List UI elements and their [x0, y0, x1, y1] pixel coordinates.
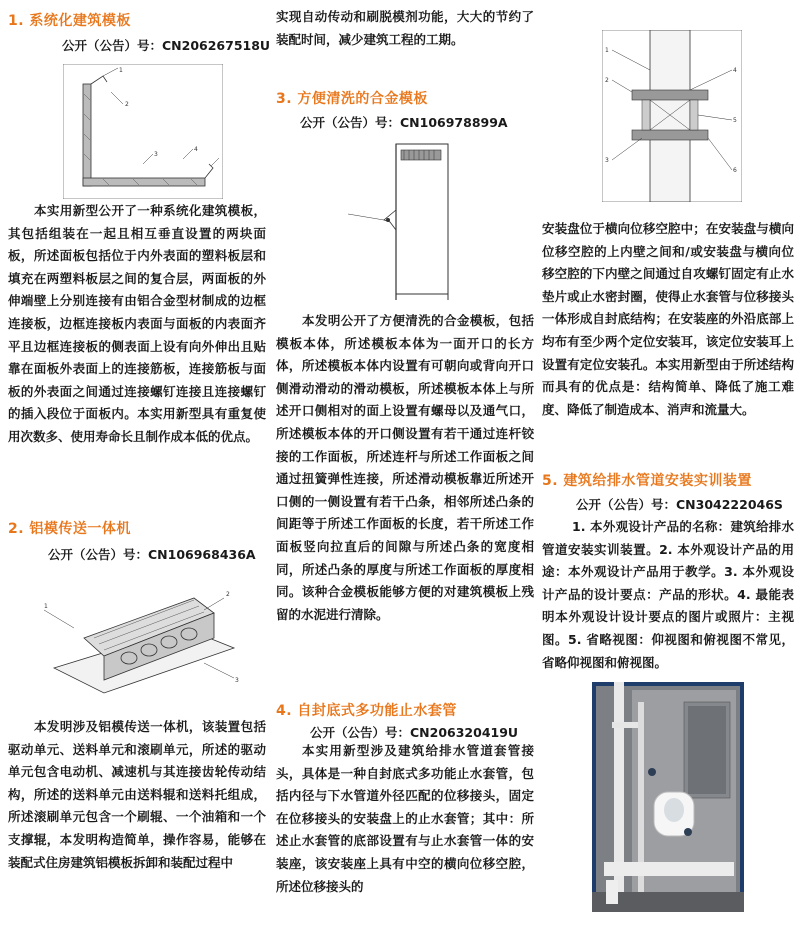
- article-4-body-part-1: 本实用新型涉及建筑给排水管道套管接头，具体是一种自封底式多功能止水套管，包括内径与下水管道外径匹配的位移接头，固定在位移接头的安装盘上的止水套管；其中：所述止水套管的底部设置有与止水套管一体的安装座，该安装座上具有中空的横向位移空腔，所述位移接头的: [276, 743, 534, 894]
- article-1-body: 本实用新型公开了一种系统化建筑模板，其包括组装在一起且相互垂直设置的两块面板，所述面板包括位于内外表面的塑料板层和填充在两塑料板层之间的复合层，两面板的外伸端壁上分别连接有由铝合金型材制成的边框连接板，边框连接板内表面与面板的内表面齐平且边框连接板的侧表面上设有向外伸出且贴靠在面板外表面上的连接筋板，连接筋板与面板的外表面之间通过连接螺钉连接且连接螺钉的插入段位于面板内。本实用新型具有重复使用次数多、使用寿命长且制作成本低的优点。: [8, 203, 266, 444]
- svg-text:2: 2: [605, 77, 609, 84]
- svg-text:1: 1: [44, 603, 48, 610]
- article-3-patent-number: 公开（公告）号：CN106978899A: [300, 115, 508, 130]
- svg-text:2: 2: [226, 591, 230, 598]
- article-4-figure: [602, 30, 742, 202]
- training-rig-photo: [592, 682, 744, 912]
- article-1-title: 1. 系统化建筑模板: [8, 13, 131, 29]
- svg-text:3: 3: [605, 157, 609, 164]
- article-2-figure: [44, 568, 244, 708]
- svg-text:5: 5: [733, 117, 737, 124]
- article-3-title: 3. 方便清洗的合金模板: [276, 91, 428, 107]
- article-1-figure: [63, 64, 223, 199]
- svg-text:3: 3: [154, 151, 158, 158]
- svg-text:2: 2: [125, 101, 129, 108]
- alloy-formwork-drawing: [346, 140, 458, 305]
- article-2-body-part-2: 实现自动传动和刷脱模剂功能，大大的节约了装配时间，减少建筑工程的工期。: [276, 9, 534, 47]
- svg-text:3: 3: [235, 677, 239, 684]
- article-2-title: 2. 铝模传送一体机: [8, 521, 131, 537]
- article-5-patent-number: 公开（公告）号：CN304222046S: [576, 497, 783, 512]
- sleeve-cross-section-drawing: [602, 30, 742, 202]
- formwork-drawing: [63, 64, 223, 199]
- svg-text:4: 4: [194, 146, 198, 153]
- article-2-body-part-1: 本发明涉及铝模传送一体机，该装置包括驱动单元、送料单元和滚刷单元，所述的驱动单元包含电动机、减速机与其连接齿轮传动结构，所述的送料单元由送料辊和送料托组成，所述滚刷单元包含一个刷辊、一个油箱和一个支撑辊，本发明构造简单，操作容易，能够在装配式住房建筑铝模板拆卸和装配过程中: [8, 719, 266, 870]
- article-4-patent-number: 公开（公告）号：CN206320419U: [310, 725, 519, 740]
- article-4-title: 4. 自封底式多功能止水套管: [276, 703, 457, 719]
- svg-text:1: 1: [605, 47, 609, 54]
- article-5-body: 1. 本外观设计产品的名称：建筑给排水管道安装实训装置。2. 本外观设计产品的用途：本外观设计产品用于教学。3. 本外观设计产品的设计要点：产品的形状。4. 最能表明本外观设计设计要点的图片或照片：主视图。5. 省略视图：仰视图和俯视图不常见，省略仰视图和俯视图。: [542, 519, 794, 670]
- svg-text:4: 4: [733, 67, 737, 74]
- article-1-patent-number: 公开（公告）号：CN206267518U: [62, 38, 271, 53]
- article-5-photo: [592, 682, 744, 912]
- article-3-figure: [346, 140, 458, 305]
- svg-text:1: 1: [119, 67, 123, 74]
- article-2-patent-number: 公开（公告）号：CN106968436A: [48, 547, 256, 562]
- svg-text:6: 6: [733, 167, 737, 174]
- conveyor-machine-drawing: [44, 568, 244, 708]
- article-3-body: 本发明公开了方便清洗的合金模板，包括模板本体，所述模板本体为一面开口的长方体，所述模板本体内设置有可朝向或背向开口侧滑动滑动的滑动模板，所述模板本体上与所述开口侧相对的面上设置有螺母以及通气口，所述模板本体的开口侧设置有若干通过连杆铰接的工作面板，所述连杆与所述工作面板之间通过扭簧弹性连接，所述滑动模板靠近所述开口侧的一侧设置有若干凸条，相邻所述凸条的间距等于所述工作面板的长度，若干所述工作面板竖向拉直后的间隙与所述凸条的宽度相同，所述凸条的厚度与所述工作面板的厚度相同。该种合金模板能够方便的对建筑模板上残留的水泥进行清除。: [276, 313, 534, 622]
- article-4-body-part-2: 安装盘位于横向位移空腔中；在安装盘与横向位移空腔的上内壁之间和/或安装盘与横向位移空腔的下内壁之间通过自攻螺钉固定有止水垫片或止水密封圈，使得止水套管与位移接头一体形成自封底结构；在安装座的外沿底部上均布有至少两个定位安装耳，该定位安装耳上设置有定位安装孔。本实用新型由于所述结构而具有的优点是：结构简单、降低了施工难度、降低了制造成本、消声和流量大。: [542, 221, 794, 417]
- article-5-title: 5. 建筑给排水管道安装实训装置: [542, 473, 752, 489]
